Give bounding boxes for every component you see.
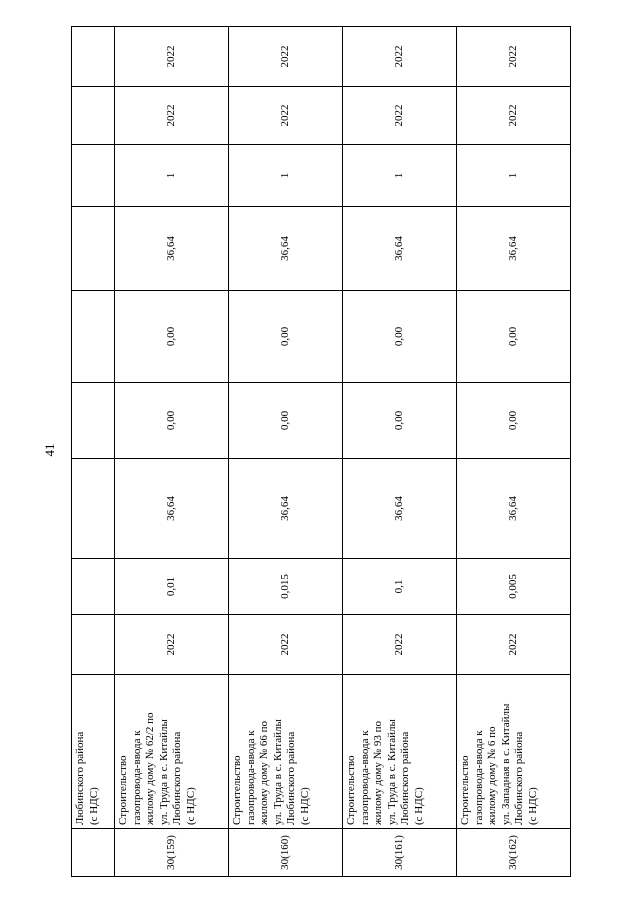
cell-count: 1 bbox=[457, 145, 571, 207]
table-row bbox=[343, 27, 457, 877]
cell-id: 30(161) bbox=[343, 829, 457, 877]
cell-year-start: 2022 bbox=[457, 615, 571, 675]
cell-length: 0,015 bbox=[229, 559, 343, 615]
cell-year-b: 2022 bbox=[343, 27, 457, 87]
cell-cost-b: 0,00 bbox=[115, 291, 229, 383]
cell-cost-a: 0,00 bbox=[115, 383, 229, 459]
cell-cost-total: 36,64 bbox=[343, 459, 457, 559]
cell-year-a: 2022 bbox=[229, 87, 343, 145]
table-row bbox=[115, 27, 229, 877]
cell-year-start: 2022 bbox=[343, 615, 457, 675]
rotated-table-sheet bbox=[71, 27, 570, 877]
cell-year-b bbox=[72, 27, 115, 87]
cell-cost-b bbox=[72, 291, 115, 383]
cell-id: 30(162) bbox=[457, 829, 571, 877]
cell-length bbox=[72, 559, 115, 615]
cell-year-a: 2022 bbox=[343, 87, 457, 145]
cell-count bbox=[72, 145, 115, 207]
cell-year-b: 2022 bbox=[229, 27, 343, 87]
cell-description: Строительство газопровода-ввода к жилому дому № 93 по ул. Труда в с. Китайлы Любинского района (с НДС) bbox=[343, 675, 457, 829]
cell-cost-c: 36,64 bbox=[229, 207, 343, 291]
cell-cost-a: 0,00 bbox=[229, 383, 343, 459]
cell-year-a: 2022 bbox=[115, 87, 229, 145]
table-row-continuation bbox=[72, 27, 115, 877]
cell-description: Строительство газопровода-ввода к жилому дому № 62/2 по ул. Труда в с. Китайлы Любинского района (с НДС) bbox=[115, 675, 229, 829]
cell-year-b: 2022 bbox=[115, 27, 229, 87]
cell-cost-total: 36,64 bbox=[229, 459, 343, 559]
cell-cost-b: 0,00 bbox=[343, 291, 457, 383]
cell-cost-a: 0,00 bbox=[457, 383, 571, 459]
cell-id: 30(160) bbox=[229, 829, 343, 877]
cell-length: 0,1 bbox=[343, 559, 457, 615]
cell-cost-b: 0,00 bbox=[229, 291, 343, 383]
cell-year-a: 2022 bbox=[457, 87, 571, 145]
cell-cost-a: 0,00 bbox=[343, 383, 457, 459]
cell-id: 30(159) bbox=[115, 829, 229, 877]
cell-cost-c: 36,64 bbox=[115, 207, 229, 291]
cell-description: Строительство газопровода-ввода к жилому дому № 6 по ул. Западная в с. Китайлы Любинского района (с НДС) bbox=[457, 675, 571, 829]
cell-count: 1 bbox=[343, 145, 457, 207]
cell-cost-total: 36,64 bbox=[457, 459, 571, 559]
cell-cost-total bbox=[72, 459, 115, 559]
page-number: 41 bbox=[42, 443, 57, 457]
cell-length: 0,005 bbox=[457, 559, 571, 615]
cell-cost-c bbox=[72, 207, 115, 291]
table-row bbox=[457, 27, 571, 877]
cell-cost-total: 36,64 bbox=[115, 459, 229, 559]
cell-description: Любинского района (с НДС) bbox=[72, 675, 115, 829]
cell-cost-c: 36,64 bbox=[343, 207, 457, 291]
cell-cost-b: 0,00 bbox=[457, 291, 571, 383]
cell-count: 1 bbox=[229, 145, 343, 207]
cell-year-start: 2022 bbox=[115, 615, 229, 675]
table-row bbox=[229, 27, 343, 877]
cell-cost-c: 36,64 bbox=[457, 207, 571, 291]
cell-cost-a bbox=[72, 383, 115, 459]
cell-year-a bbox=[72, 87, 115, 145]
cell-length: 0,01 bbox=[115, 559, 229, 615]
cell-description: Строительство газопровода-ввода к жилому дому № 66 по ул. Труда в с. Китайлы Любинского района (с НДС) bbox=[229, 675, 343, 829]
cell-count: 1 bbox=[115, 145, 229, 207]
objects-table bbox=[71, 26, 571, 877]
cell-year-start: 2022 bbox=[229, 615, 343, 675]
cell-year-start bbox=[72, 615, 115, 675]
cell-year-b: 2022 bbox=[457, 27, 571, 87]
cell-id bbox=[72, 829, 115, 877]
